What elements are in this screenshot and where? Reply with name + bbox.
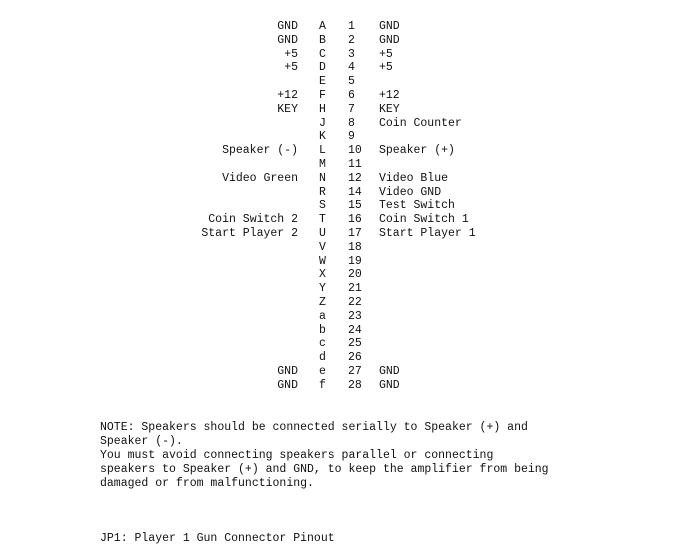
pin-label-parts-side: GND <box>379 365 400 378</box>
note-line: You must avoid connecting speakers parallel or connecting <box>100 449 494 462</box>
pinout-row <box>0 337 680 351</box>
pin-letter: U <box>319 227 326 240</box>
pinout-row <box>0 158 680 172</box>
pin-label-parts-side: GND <box>379 20 400 33</box>
speaker-note <box>100 421 670 491</box>
jp1-section-title: JP1: Player 1 Gun Connector Pinout <box>100 532 335 545</box>
pin-label-parts-side: KEY <box>379 102 400 116</box>
pin-number: 16 <box>348 213 362 227</box>
pinout-row <box>0 89 680 103</box>
pin-letter: B <box>319 33 326 47</box>
note-line: Speaker (-). <box>100 435 183 448</box>
pin-letter: f <box>319 378 326 392</box>
pin-number: 5 <box>348 75 355 89</box>
pinout-row <box>0 61 680 75</box>
pinout-row <box>0 282 680 296</box>
pin-label-solder-side: GND <box>277 378 298 392</box>
pin-letter: T <box>319 213 326 227</box>
pin-label-parts-side: Test Switch <box>379 199 455 213</box>
pin-number: 4 <box>348 61 355 75</box>
pin-label-solder-side: Video Green <box>222 171 298 185</box>
pin-number: 23 <box>348 309 362 323</box>
pin-label-solder-side: Speaker (-) <box>222 144 298 158</box>
pinout-row <box>0 172 680 186</box>
pin-letter: c <box>319 337 326 351</box>
pin-label-solder-side: KEY <box>277 102 298 116</box>
pin-number: 18 <box>348 240 362 254</box>
pin-label-parts-side: +12 <box>379 89 400 102</box>
pinout-row <box>0 20 680 34</box>
pin-letter: R <box>319 185 326 199</box>
pin-number: 15 <box>348 199 362 213</box>
pinout-row <box>0 324 680 338</box>
pinout-row <box>0 34 680 48</box>
pin-number: 25 <box>348 337 362 351</box>
pin-number: 10 <box>348 144 362 158</box>
pin-label-solder-side: +5 <box>284 47 298 61</box>
pin-number: 20 <box>348 268 362 282</box>
pin-label-parts-side: +5 <box>379 47 393 61</box>
pin-letter: W <box>319 254 326 268</box>
pin-number: 19 <box>348 254 362 268</box>
pin-letter: X <box>319 268 326 282</box>
pin-label-parts-side: Coin Switch 1 <box>379 213 469 227</box>
pin-letter: b <box>319 323 326 337</box>
pin-letter: e <box>319 365 326 378</box>
pin-label-parts-side: Coin Counter <box>379 116 462 130</box>
pin-label-parts-side: Video Blue <box>379 171 449 185</box>
pin-label-solder-side: Start Player 2 <box>201 227 298 240</box>
pin-label-solder-side: +12 <box>277 89 298 102</box>
pin-letter: a <box>319 309 326 323</box>
pin-letter: H <box>319 102 326 116</box>
pin-number: 27 <box>348 365 362 378</box>
pinout-row <box>0 48 680 62</box>
pinout-row <box>0 103 680 117</box>
pin-letter: V <box>319 240 326 254</box>
pinout-row <box>0 117 680 131</box>
pin-letter: J <box>319 116 326 130</box>
pin-number: 12 <box>348 171 362 185</box>
pin-letter: D <box>319 61 326 75</box>
pinout-row <box>0 75 680 89</box>
pin-number: 2 <box>348 33 355 47</box>
pin-label-solder-side: GND <box>277 20 298 33</box>
pin-label-solder-side: GND <box>277 33 298 47</box>
pinout-row <box>0 365 680 379</box>
pin-letter: S <box>319 199 326 213</box>
pin-number: 22 <box>348 296 362 309</box>
pin-letter: M <box>319 158 326 171</box>
pinout-row <box>0 144 680 158</box>
pin-label-parts-side: GND <box>379 378 400 392</box>
pinout-row <box>0 186 680 200</box>
pin-number: 14 <box>348 185 362 199</box>
pin-number: 21 <box>348 282 362 296</box>
pin-letter: d <box>319 351 326 365</box>
pinout-row <box>0 351 680 365</box>
pin-number: 1 <box>348 20 355 33</box>
pinout-row <box>0 296 680 310</box>
pin-label-solder-side: GND <box>277 365 298 378</box>
pin-label-parts-side: Speaker (+) <box>379 144 455 158</box>
pinout-row <box>0 199 680 213</box>
pin-label-solder-side: Coin Switch 2 <box>208 213 298 227</box>
pin-label-parts-side: GND <box>379 33 400 47</box>
pinout-row <box>0 255 680 269</box>
pin-number: 9 <box>348 130 355 144</box>
pin-letter: F <box>319 89 326 102</box>
pinout-row <box>0 227 680 241</box>
pin-number: 26 <box>348 351 362 365</box>
pin-letter: Y <box>319 282 326 296</box>
pin-number: 3 <box>348 47 355 61</box>
pin-letter: C <box>319 47 326 61</box>
pinout-row <box>0 310 680 324</box>
note-line: speakers to Speaker (+) and GND, to keep the amplifier from being <box>100 463 549 476</box>
pin-number: 8 <box>348 116 355 130</box>
pin-letter: L <box>319 144 326 158</box>
pin-letter: N <box>319 171 326 185</box>
pinout-row <box>0 213 680 227</box>
pin-number: 24 <box>348 323 362 337</box>
pin-letter: Z <box>319 296 326 309</box>
pinout-row <box>0 130 680 144</box>
pin-number: 28 <box>348 378 362 392</box>
pin-number: 11 <box>348 158 362 171</box>
pinout-row <box>0 241 680 255</box>
pin-label-solder-side: +5 <box>284 61 298 75</box>
note-line: damaged or from malfunctioning. <box>100 477 314 490</box>
pin-letter: K <box>319 130 326 144</box>
pinout-row <box>0 268 680 282</box>
pin-letter: A <box>319 20 326 33</box>
pin-label-parts-side: +5 <box>379 61 393 75</box>
pin-number: 7 <box>348 102 355 116</box>
pin-label-parts-side: Start Player 1 <box>379 227 476 240</box>
note-line: NOTE: Speakers should be connected serially to Speaker (+) and <box>100 421 528 434</box>
pin-letter: E <box>319 75 326 89</box>
pin-number: 6 <box>348 89 355 102</box>
pinout-row <box>0 379 680 393</box>
pin-number: 17 <box>348 227 362 240</box>
pin-label-parts-side: Video GND <box>379 185 442 199</box>
